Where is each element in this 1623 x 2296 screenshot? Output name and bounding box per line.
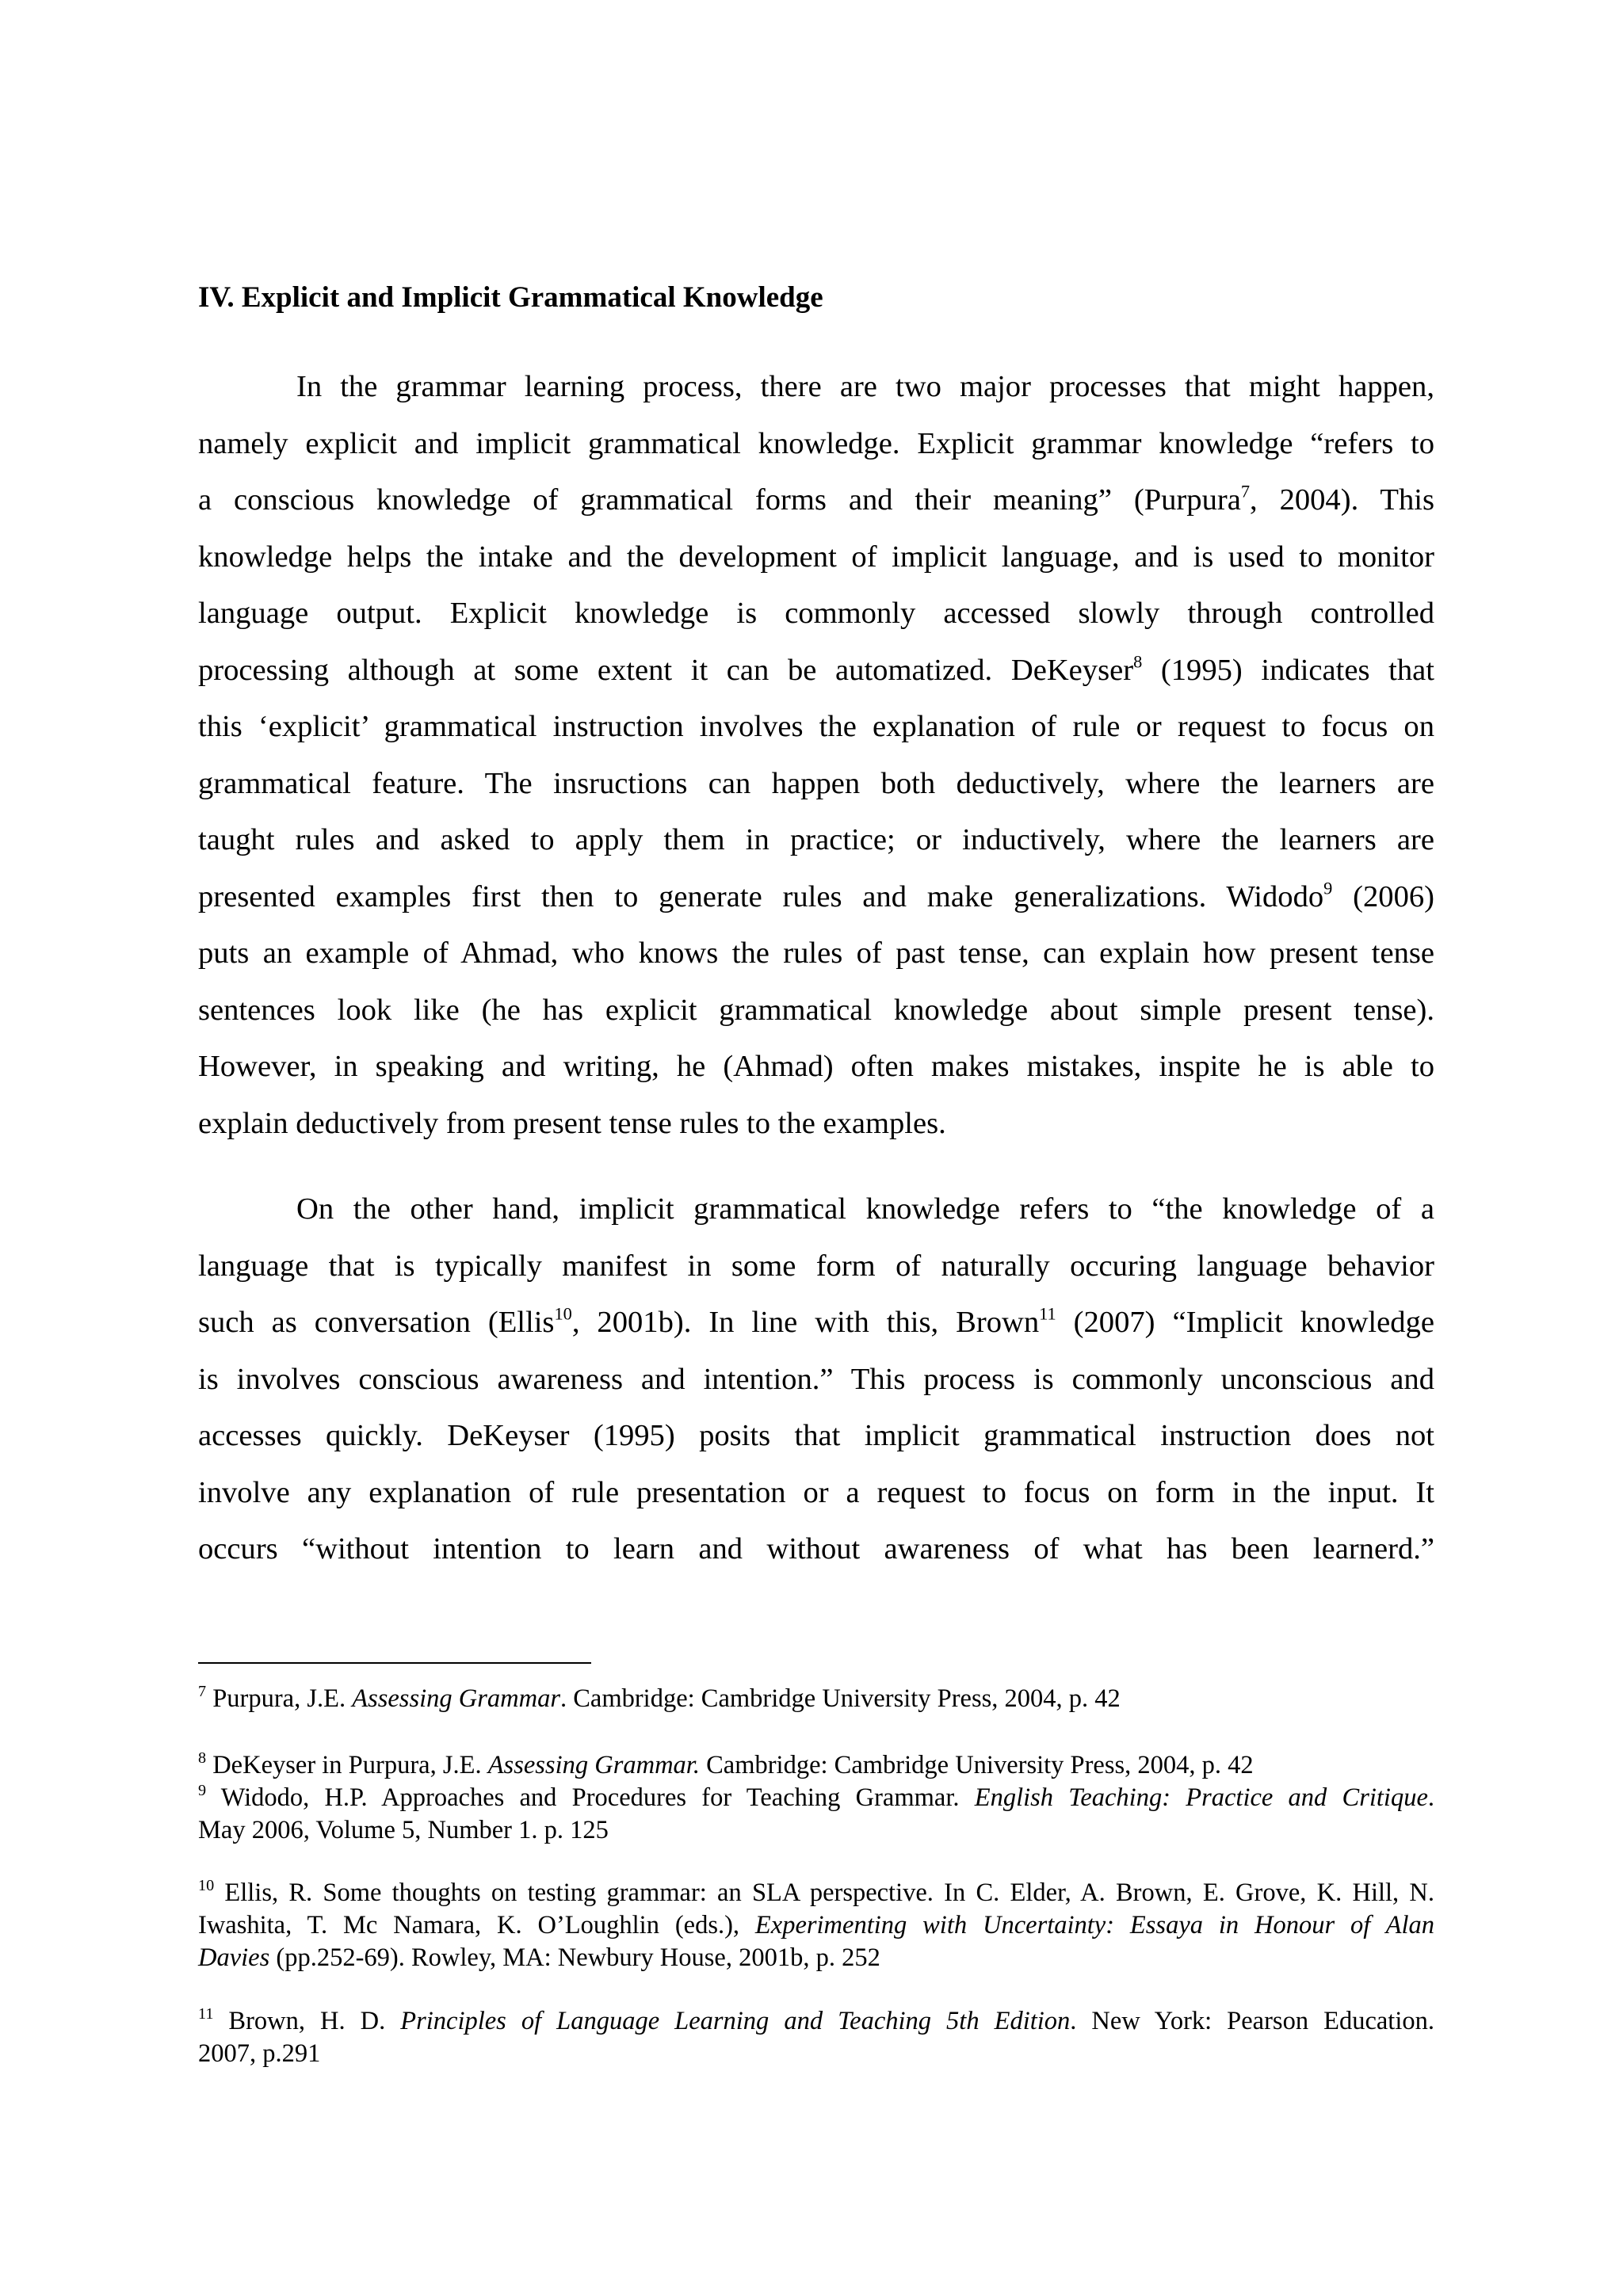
footnote-ref-10: 10 [554,1303,572,1324]
footnote-separator [198,1662,591,1664]
text-line: In the grammar learning process, there are two major processes that might happen, [296,370,1434,403]
text-line: involve any explanation of rule presentation or a request to focus on form in the input. It [198,1475,1434,1509]
text-line: namely explicit and implicit grammatical knowledge. Explicit grammar knowledge “refers to [198,426,1434,460]
footnote-9 [198,1782,1434,1847]
footnote-mark: 8 [198,1749,207,1767]
text-line: such as conversation (Ellis$^{10}$, 2001b). In line with this, Brown$^{11}$ (2007) “Implicit knowledge [198,1303,1434,1339]
footnote-ref-7: 7 [1240,481,1251,502]
footnote-mark: 7 [198,1682,207,1700]
text-line: grammatical feature. The insructions can happen both deductively, where the learners are [198,766,1434,800]
text-line: this ‘explicit’ grammatical instruction involves the explanation of rule or request to focus on [198,710,1434,743]
footnote-line: $^7$ Purpura, J.E. Assessing Grammar. Cambridge: Cambridge University Press, 2004, p. 42 [198,1682,1121,1713]
text-line: presented examples first then to generate rules and make generalizations. Widodo$^9$ (2006) [198,877,1434,913]
footnote-line: $^{10}$ Ellis, R. Some thoughts on testing grammar: an SLA perspective. In C. Elder, A. Brown, E. Grove, K. Hill, N. [198,1876,1434,1907]
footnote-8 [198,1749,1434,1782]
text-line: occurs “without intention to learn and without awareness of what has been learnerd.” [198,1532,1434,1566]
text-line: On the other hand, implicit grammatical knowledge refers to “the knowledge of a [296,1192,1434,1226]
text-line: language that is typically manifest in some form of naturally occuring language behavior [198,1249,1434,1283]
footnote-mark: 9 [198,1781,207,1799]
text-line: puts an example of Ahmad, who knows the rules of past tense, can explain how present tense [198,936,1434,970]
footnote-line: $^8$ DeKeyser in Purpura, J.E. Assessing Grammar. Cambridge: Cambridge University Press, 2004, p. 42 [198,1749,1254,1779]
text-line: knowledge helps the intake and the development of implicit language, and is used to monitor [198,540,1434,574]
footnote-10 [198,1877,1434,1974]
footnote-mark: 10 [198,1876,215,1894]
footnote-ref-9: 9 [1323,877,1333,898]
footnote-ref-11: 11 [1039,1303,1056,1324]
footnote-line: May 2006, Volume 5, Number 1. p. 125 [198,1816,609,1844]
section-heading: IV. Explicit and Implicit Grammatical Knowledge [198,281,823,314]
text-line: accesses quickly. DeKeyser (1995) posits that implicit grammatical instruction does not [198,1419,1434,1452]
paragraph-implicit-knowledge [198,1181,1434,1578]
text-line: a conscious knowledge of grammatical forms and their meaning” (Purpura$^7$, 2004). This [198,481,1434,517]
footnote-mark: 11 [198,2004,214,2023]
text-line: sentences look like (he has explicit grammatical knowledge about simple present tense). [198,993,1434,1027]
text-line: taught rules and asked to apply them in practice; or inductively, where the learners are [198,823,1434,856]
text-line: However, in speaking and writing, he (Ahmad) often makes mistakes, inspite he is able to [198,1050,1434,1083]
footnote-line: 2007, p.291 [198,2039,321,2068]
paragraph-explicit-knowledge [198,359,1434,1152]
text-line: explain deductively from present tense rules to the examples. [198,1106,946,1140]
footnote-11 [198,2005,1434,2070]
footnote-line: $^{11}$ Brown, H. D. Principles of Language Learning and Teaching 5th Edition. New York: Pearson Education. [198,2004,1434,2035]
text-line: is involves conscious awareness and intention.” This process is commonly unconscious and [198,1362,1434,1396]
footnote-ref-8: 8 [1133,650,1143,671]
text-line: processing although at some extent it can be automatized. DeKeyser$^8$ (1995) indicates that [198,650,1434,687]
footnote-line: Davies (pp.252-69). Rowley, MA: Newbury House, 2001b, p. 252 [198,1943,880,1972]
text-line: language output. Explicit knowledge is commonly accessed slowly through controlled [198,597,1434,630]
footnote-line: $^9$ Widodo, H.P. Approaches and Procedures for Teaching Grammar. English Teaching: Practice and Critique. [198,1781,1434,1812]
footnote-line: Iwashita, T. Mc Namara, K. O’Loughlin (eds.), Experimenting with Uncertainty: Essaya in Honour of Alan [198,1911,1434,1939]
footnote-7 [198,1683,1434,1715]
